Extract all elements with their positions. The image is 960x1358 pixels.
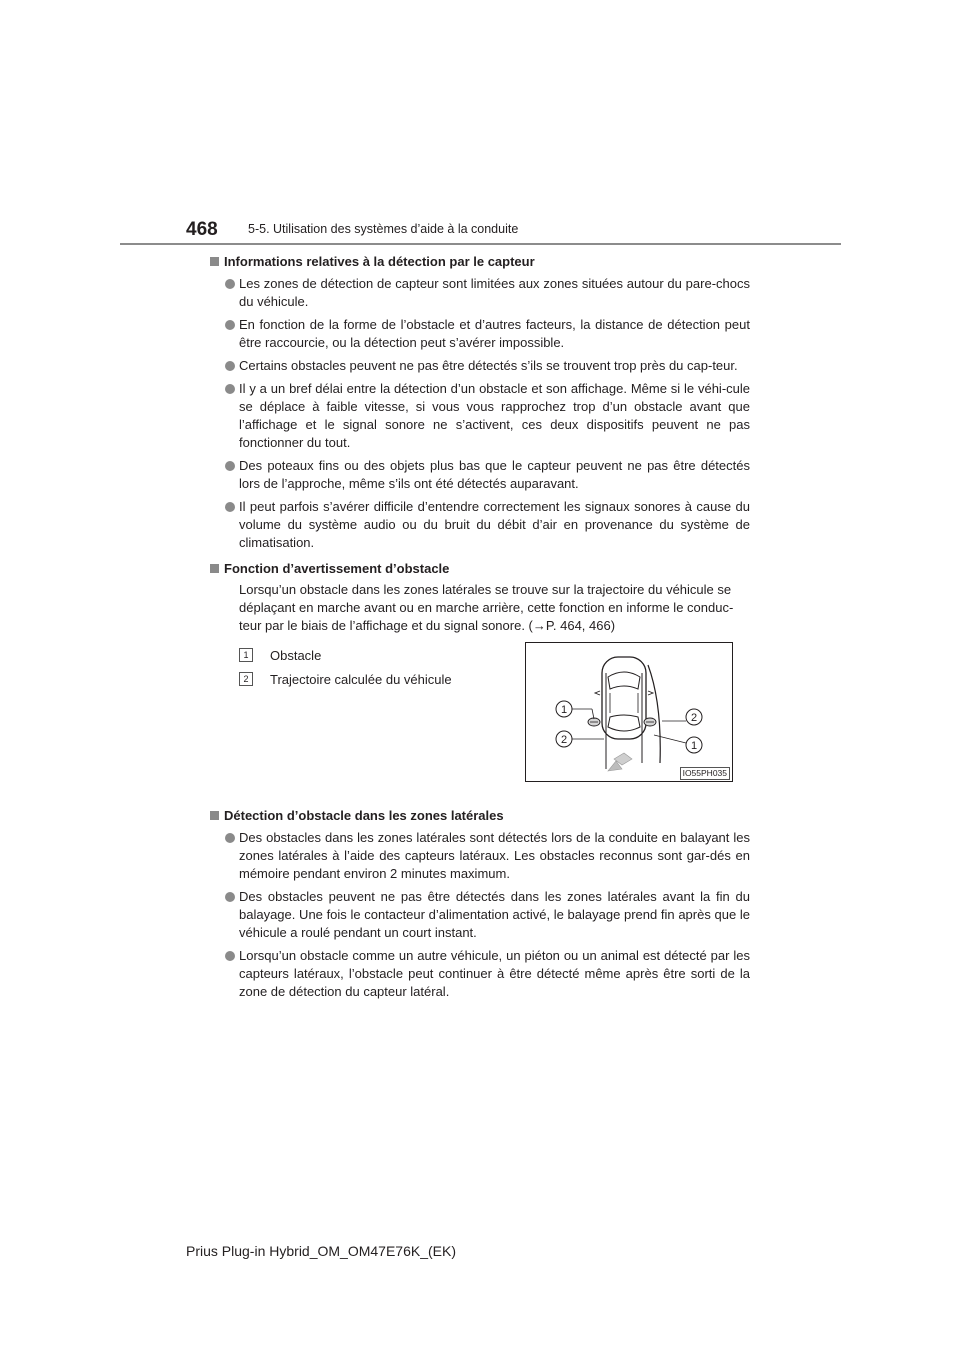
- obstacle-icon: [644, 718, 656, 726]
- footer-model-code: Prius Plug-in Hybrid_OM_OM47E76K_(EK): [186, 1243, 456, 1259]
- list-item: [208, 829, 750, 883]
- circle-bullet-icon: [225, 833, 235, 843]
- list-item: [208, 947, 750, 1001]
- obstacle-icon: [588, 718, 600, 726]
- list-item: [208, 275, 750, 311]
- legend-label: Trajectoire calculée du véhicule: [270, 672, 452, 687]
- callout-number: 1: [560, 704, 568, 716]
- section-heading: [208, 807, 750, 825]
- list-item-text: Il peut parfois s’avérer difficile d’entendre correctement les signaux sonores à cause du volume du système audio ou du bruit du débit d’air en provenance du système de climatisation.: [239, 499, 750, 550]
- list-item-text: Des poteaux fins ou des objets plus bas que le capteur peuvent ne pas être détectés lors de l’approche, même s’ils ont été détectés auparavant.: [239, 458, 750, 491]
- legend-number: 1: [239, 648, 253, 662]
- list-item-text: Les zones de détection de capteur sont limitées aux zones situées autour du pare-chocs du véhicule.: [239, 276, 750, 309]
- callout-number: 1: [690, 740, 698, 752]
- list-item: [208, 888, 750, 942]
- circle-bullet-icon: [225, 320, 235, 330]
- page-content: [208, 253, 750, 1006]
- circle-bullet-icon: [225, 384, 235, 394]
- square-bullet-icon: [210, 564, 219, 573]
- list-item: [208, 380, 750, 452]
- list-item-text: Lorsqu’un obstacle comme un autre véhicule, un piéton ou un animal est détecté par les capteurs latéraux, l’obstacle peut continuer à être détecté même après être sorti de la zone de détection du capteur latéral.: [239, 948, 750, 999]
- circle-bullet-icon: [225, 361, 235, 371]
- list-item-text: Des obstacles peuvent ne pas être détectés dans les zones latérales avant la fin du balayage. Une fois le contacteur d’alimentation activé, le balayage prend fin après que le véhicule a roulé pendant un court instant.: [239, 889, 750, 940]
- page-number: 468: [186, 219, 218, 240]
- section-sensor-detection-info: [208, 253, 750, 552]
- callout-3: [686, 709, 702, 725]
- callout-number: 2: [690, 712, 698, 724]
- section-paragraph: Lorsqu’un obstacle dans les zones latérales se trouve sur la trajectoire du véhicule se déplaçant en marche avant ou en marche arrière, cette fonction en informe le conduc-teur par le biais de l’affichage et du signal sonore. (→P. 464, 466): [239, 582, 734, 633]
- list-item: [208, 316, 750, 352]
- heading-text: Informations relatives à la détection par le capteur: [224, 254, 535, 269]
- section-obstacle-warning: [208, 560, 750, 799]
- section-title: 5-5. Utilisation des systèmes d’aide à la conduite: [248, 222, 519, 236]
- section-heading: [208, 253, 750, 271]
- heading-text: Détection d’obstacle dans les zones latérales: [224, 808, 504, 823]
- circle-bullet-icon: [225, 951, 235, 961]
- vehicle-diagram: [526, 643, 732, 781]
- bullet-list: [208, 829, 750, 1001]
- square-bullet-icon: [210, 811, 219, 820]
- circle-bullet-icon: [225, 502, 235, 512]
- callout-1: [556, 701, 572, 717]
- circle-bullet-icon: [225, 892, 235, 902]
- figure-code: IO55PH035: [680, 767, 730, 780]
- callout-4: [686, 737, 702, 753]
- list-item: [208, 457, 750, 493]
- section-side-zone-detection: [208, 807, 750, 1001]
- heading-text: Fonction d’avertissement d’obstacle: [224, 561, 450, 576]
- callout-number: 2: [560, 734, 568, 746]
- list-item-text: En fonction de la forme de l’obstacle et d’autres facteurs, la distance de détection peut être raccourcie, ou la détection peut s’avérer impossible.: [239, 317, 750, 350]
- section-heading: [208, 560, 750, 578]
- car-top-view-icon: [595, 657, 653, 739]
- list-item: [208, 357, 750, 375]
- header-rule: [120, 243, 841, 245]
- list-item-text: Des obstacles dans les zones latérales sont détectés lors de la conduite en balayant les zones latérales à l’aide des capteurs latéraux. Les obstacles reconnus sont gar-dés en mémoire pendant environ 2 minutes maximum.: [239, 830, 750, 881]
- legend-label: Obstacle: [270, 648, 322, 663]
- vehicle-trajectory-illustration: [525, 642, 733, 782]
- figure-area: [208, 637, 750, 799]
- list-item: [208, 498, 750, 552]
- square-bullet-icon: [210, 257, 219, 266]
- callout-2: [556, 731, 572, 747]
- bullet-list: [208, 275, 750, 552]
- circle-bullet-icon: [225, 461, 235, 471]
- legend-number: 2: [239, 672, 253, 686]
- list-item-text: Certains obstacles peuvent ne pas être détectés s’ils se trouvent trop près du cap-teur.: [239, 358, 738, 373]
- circle-bullet-icon: [225, 279, 235, 289]
- list-item-text: Il y a un bref délai entre la détection d’un obstacle et son affichage. Même si le véhi-cule se déplace à faible vitesse, si vous vous rapprochez trop d’un obstacle avant que l’affichage et le signal sonore ne s’activent, ces deux dispositifs peuvent ne pas fonctionner du tout.: [239, 381, 750, 450]
- calculated-trajectory-curve: [648, 665, 660, 763]
